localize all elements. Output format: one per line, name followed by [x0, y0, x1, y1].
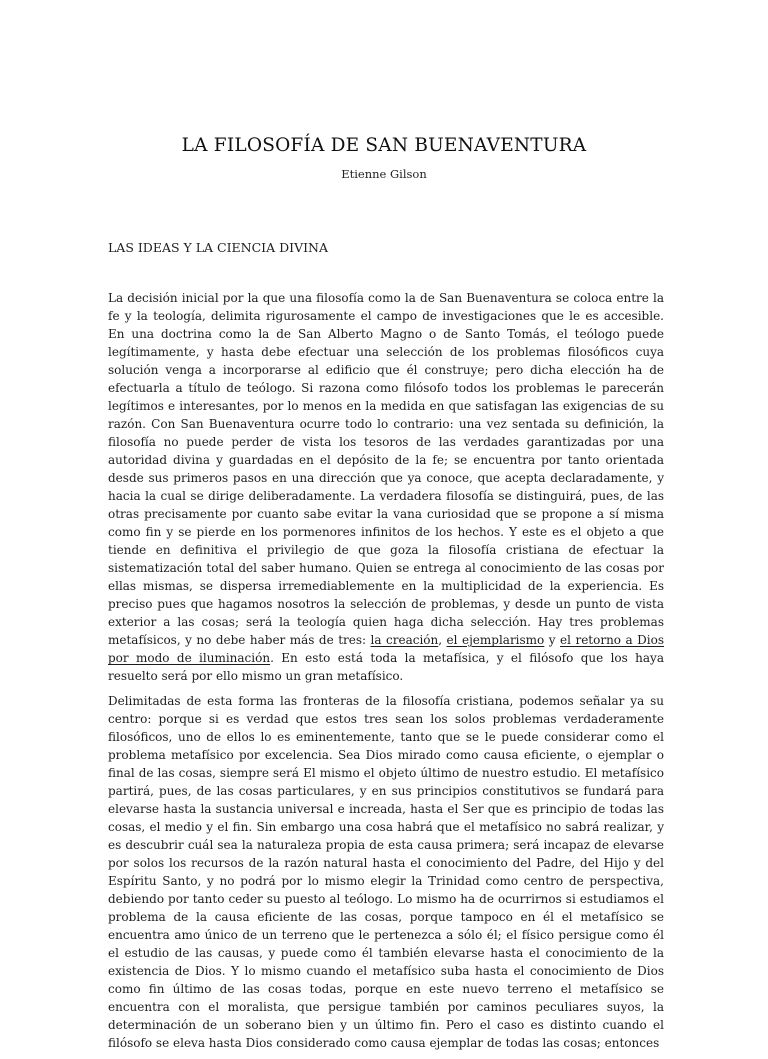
link-el-ejemplarismo[interactable]: el ejemplarismo	[446, 633, 545, 647]
paragraph-1-separator-2: y	[544, 633, 561, 647]
section-heading: LAS IDEAS Y LA CIENCIA DIVINA	[108, 240, 328, 255]
paragraph-1-separator-1: ,	[438, 633, 447, 647]
link-el-retorno-a-dios[interactable]: el retorno a Dios por modo de iluminación	[108, 633, 664, 665]
link-la-creacion[interactable]: la creación	[370, 633, 439, 647]
paragraph-2: Delimitadas de esta forma las fronteras de la filosofía cristiana, podemos señalar ya su centro: porque si es verdad que estos tres sean los solos problemas verdaderamente filosóficos, uno de ellos lo es eminentemente, tanto que se le puede considerar como el problema metafísico por excelencia. Sea Dios mirado como causa eficiente, o ejemplar o final de las cosas, siempre será El mismo el objeto último de nuestro estudio. El metafísico partirá, pues, de las cosas particulares, y en sus principios constitutivos se fundará para elevarse hasta la sustancia universal e increada, hasta el Ser que es principio de todas las cosas, el medio y el fin. Sin embargo una cosa habrá que el metafísico no sabrá realizar, y es descubrir cuál sea la naturaleza propia de esta causa primera; será incapaz de elevarse por solos los recursos de la razón natural hasta el conocimiento del Padre, del Hijo y del Espíritu Santo, y no podrá por lo mismo elegir la Trinidad como centro de perspectiva, debiendo por tanto ceder su puesto al teólogo. Lo mismo ha de ocurrirnos si estudiamos el problema de la causa eficiente de las cosas, porque tampoco en él el metafísico se encuentra amo único de un terreno que le pertenezca a sólo él; el físico persigue como él el estudio de las causas, y puede como él también elevarse hasta el conocimiento de la existencia de Dios. Y lo mismo cuando el metafísico suba hasta el conocimiento de Dios como fin último de las cosas todas, porque en este nuevo terreno el metafísico se encuentra con el moralista, que persigue también por caminos peculiares suyos, la determinación de un soberano bien y un último fin. Pero el caso es distinto cuando el filósofo se eleva hasta Dios considerado como causa ejemplar de todas las cosas; entonces	[108, 694, 664, 1050]
document-author: Etienne Gilson	[341, 167, 427, 181]
document-title: LA FILOSOFÍA DE SAN BUENAVENTURA	[181, 135, 587, 156]
paragraph-1	[108, 289, 664, 685]
paragraph-1-text-a: La decisión inicial por la que una filosofía como la de San Buenaventura se coloca entre la fe y la teología, delimita rigurosamente el campo de investigaciones que le es accesible. En una doctrina como la de San Alberto Magno o de Santo Tomás, el teólogo puede legítimamente, y hasta debe efectuar una selección de los problemas filosóficos cuya solución venga a incorporarse al edificio que él construye; pero dicha elección ha de efectuarla a título de teólogo. Si razona como filósofo todos los problemas le parecerán legítimos e interesantes, por lo menos en la medida en que satisfagan las exigencias de su razón. Con San Buenaventura ocurre todo lo contrario: una vez sentada su definición, la filosofía no puede perder de vista los tesoros de las verdades garantizadas por una autoridad divina y guardadas en el depósito de la fe; se encuentra por tanto orientada desde sus primeros pasos en una dirección que ya conoce, que acepta declaradamente, y hacia la cual se dirige deliberadamente. La verdadera filosofía se distinguirá, pues, de las otras precisamente por cuanto sabe evitar la vana curiosidad que se propone a sí misma como fin y se pierde en los pormenores infinitos de los hechos. Y este es el objeto a que tiende en definitiva el privilegio de que goza la filosofía cristiana de efectuar la sistematización total del saber humano. Quien se entrega al conocimiento de las cosas por ellas mismas, se dispersa irremediablemente en la multiplicidad de la experiencia. Es preciso pues que hagamos nosotros la selección de problemas, y desde un punto de vista exterior a las cosas; será la teología quien haga dicha selección. Hay tres problemas metafísicos, y no debe haber más de tres:	[108, 291, 664, 647]
paragraph-1-text-b: . En esto está toda la metafísica, y el filósofo que los haya resuelto será por ello mismo un gran metafísico.	[108, 651, 664, 683]
document-body	[108, 289, 664, 1059]
